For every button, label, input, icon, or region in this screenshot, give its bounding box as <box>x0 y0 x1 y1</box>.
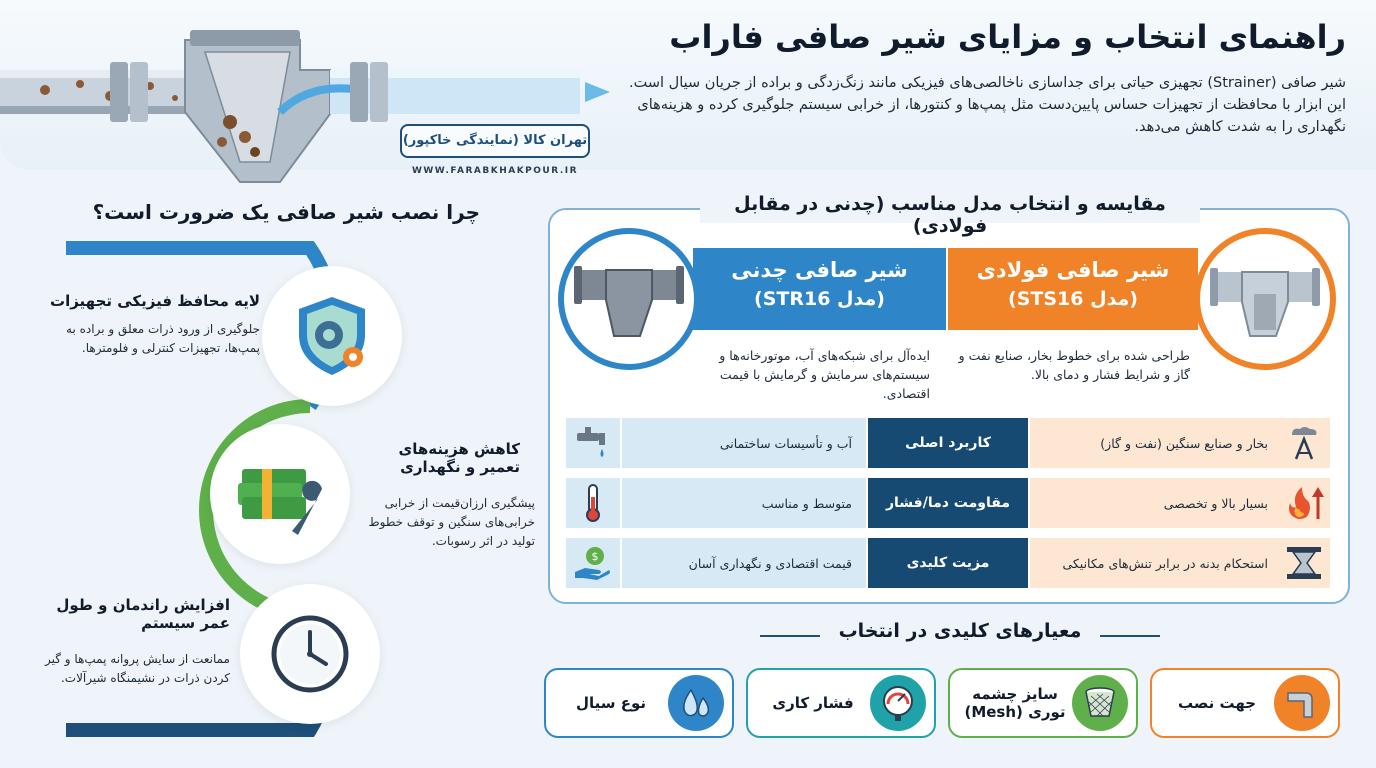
criteria-title: معیارهای کلیدی در انتخاب <box>838 620 1082 642</box>
row-label-3: مزیت کلیدی <box>868 538 1028 588</box>
steel-model-header <box>948 248 1198 330</box>
header-banner <box>0 0 1376 176</box>
criteria-card-working-pressure <box>746 668 936 738</box>
steel-model-code: (مدل STS16) <box>1008 288 1138 310</box>
steel-strainer-icon <box>1210 254 1320 344</box>
criteria-card-fluid-type <box>544 668 734 738</box>
criteria-label-4: نوع سیال <box>575 694 647 712</box>
oil-pump-icon <box>1286 425 1322 461</box>
steel-row-icon-1 <box>1278 418 1330 468</box>
criteria-label-3: فشار کاری <box>772 694 854 712</box>
cast-row-value-2: متوسط و مناسب <box>622 478 866 528</box>
cast-strainer-icon <box>574 254 684 344</box>
strainer-pipe-illustration <box>0 12 620 192</box>
cast-row-value-3: قیمت اقتصادی و نگهداری آسان <box>622 538 866 588</box>
cast-model-header <box>693 248 946 330</box>
benefit-desc-3: ممانعت از سایش پروانه پمپ‌ها و گیر کردن ذرات در نشیمنگاه شیرآلات. <box>45 652 230 685</box>
svg-text:$: $ <box>591 550 599 563</box>
mesh-basket-icon <box>1081 684 1119 722</box>
comparison-title: مقایسه و انتخاب مدل مناسب (چدنی در مقابل فولادی) <box>700 193 1200 223</box>
water-drops-icon <box>677 684 715 722</box>
benefit-desc-2: پیشگیری ارزان‌قیمت از خرابی خرابی‌های سنگین و توقف خطوط تولید در اثر رسوبات. <box>368 496 535 548</box>
cast-strainer-image <box>558 228 700 370</box>
benefit-icon-circle-2 <box>210 424 350 564</box>
shield-gear-icon <box>287 291 377 381</box>
cast-row-icon-3 <box>566 538 620 588</box>
benefit-icon-circle-1 <box>262 266 402 406</box>
criteria-card-mesh-size <box>948 668 1138 738</box>
cast-model-name: شیر صافی چدنی <box>731 258 908 282</box>
benefit-desc-1: جلوگیری از ورود ذرات معلق و براده به پمپ‌ها، تجهیزات کنترلی و فلومترها. <box>66 322 260 355</box>
brand-badge: تهران کالا (نمایندگی خاکپور) <box>400 124 590 158</box>
steel-row-value-1: بخار و صنایع سنگین (نفت و گاز) <box>1030 418 1330 468</box>
benefit-title-1: لایه محافظ فیزیکی تجهیزات <box>50 292 260 310</box>
row-label-2: مقاومت دما/فشار <box>868 478 1028 528</box>
steel-model-name: شیر صافی فولادی <box>976 258 1170 282</box>
steel-model-desc: طراحی شده برای خطوط بخار، صنایع نفت و گاز و شرایط فشار و دمای بالا. <box>958 348 1190 382</box>
benefit-title-3: افزایش راندمان و طول عمر سیستم <box>56 596 230 632</box>
fire-icon <box>1284 485 1324 521</box>
why-section-title: چرا نصب شیر صافی یک ضرورت است؟ <box>92 200 480 224</box>
brand-url[interactable]: WWW.FARABKHAKPOUR.IR <box>411 166 579 176</box>
cast-model-desc: ایده‌آل برای شبکه‌های آب، موتورخانه‌ها و سیستم‌های سرمایش و گرمایش با قیمت اقتصادی. <box>719 348 930 401</box>
clock-icon <box>268 612 352 696</box>
steel-row-icon-3 <box>1278 538 1330 588</box>
steel-row-value-3: استحکام بدنه در برابر تنش‌های مکانیکی <box>1030 538 1330 588</box>
thermometer-icon <box>575 483 611 523</box>
criteria-label-1: جهت نصب <box>1177 694 1257 712</box>
elbow-pipe-icon <box>1284 685 1320 721</box>
benefit-title-2: کاهش هزینه‌های تعمیر و نگهداری <box>398 440 520 476</box>
page-description: شیر صافی (Strainer) تجهیزی حیاتی برای جداسازی ناخالصی‌های فیزیکی مانند زنگ‌زدگی و براده از جریان سیال است. این ابزار با محافظت از تجهیزات حساس پایین‌دست مثل پمپ‌ها و کنتورها، از خرابی سیستم جلوگیری کرده و هزینه‌های نگهداری را به شدت کاهش می‌دهد. <box>629 75 1346 135</box>
money-wrench-icon <box>232 449 328 539</box>
benefit-icon-circle-3 <box>240 584 380 724</box>
compression-icon <box>1285 545 1323 581</box>
page-title: راهنمای انتخاب و مزایای شیر صافی فاراب <box>669 18 1346 56</box>
criteria-card-installation-direction <box>1150 668 1340 738</box>
cast-row-icon-1 <box>566 418 620 468</box>
steel-row-icon-2 <box>1278 478 1330 528</box>
faucet-icon <box>575 425 611 461</box>
criteria-label-2: سایز چشمه توری (Mesh) <box>964 685 1066 721</box>
cast-model-code: (مدل STR16) <box>754 288 885 310</box>
steel-strainer-image <box>1194 228 1336 370</box>
money-hand-icon <box>573 544 613 582</box>
pressure-gauge-icon <box>879 684 917 722</box>
row-label-1: کاربرد اصلی <box>868 418 1028 468</box>
cast-row-icon-2 <box>566 478 620 528</box>
steel-row-value-2: بسیار بالا و تخصصی <box>1030 478 1330 528</box>
cast-row-value-1: آب و تأسیسات ساختمانی <box>622 418 866 468</box>
